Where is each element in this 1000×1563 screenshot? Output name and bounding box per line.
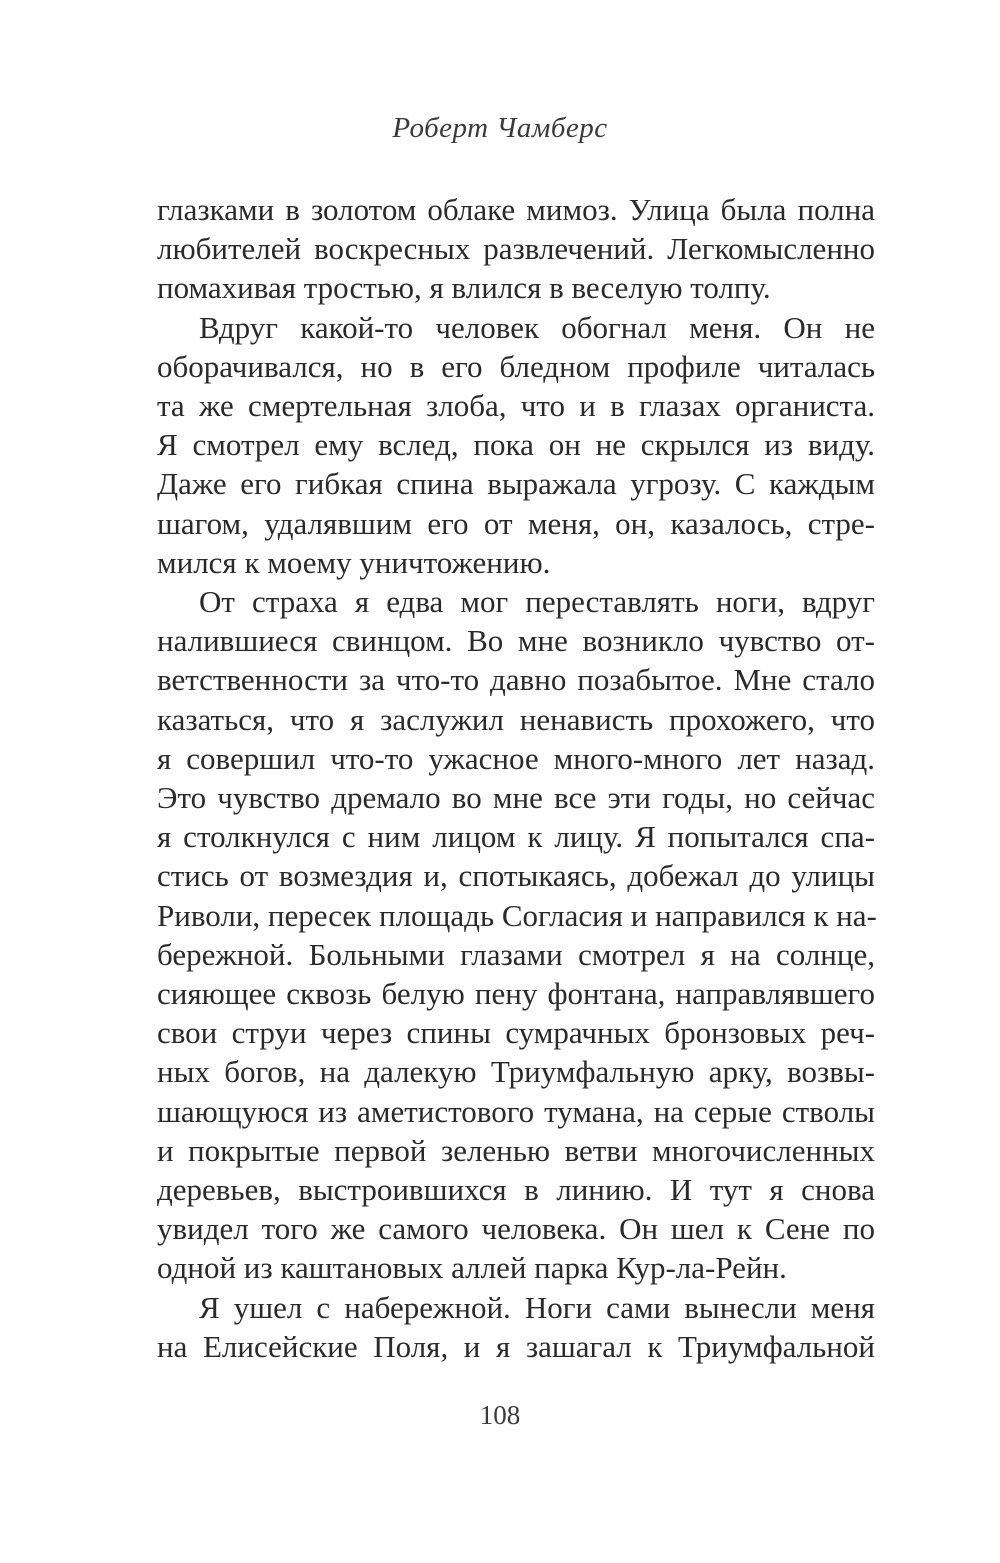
text-line: глазками в золотом облаке мимоз. Улица была полна	[157, 192, 875, 227]
text-line: одной из каштановых аллей парка Кур-ла-Рейн.	[157, 1250, 787, 1286]
text-line: налившиеся свинцом. Во мне возникло чувство от-	[157, 623, 875, 659]
text-line: свои струи через спины сумрачных бронзовых реч-	[157, 1015, 875, 1051]
text-line: я совершил что-то ужасное много-много лет назад.	[157, 740, 875, 776]
text-line: ветственности за что-то давно позабытое. Мне стало	[157, 662, 875, 698]
text-line: шагом, удалявшим его от меня, он, казалось, стре-	[157, 505, 875, 541]
page-number: 108	[479, 1400, 521, 1430]
text-line: стись от возмездия и, спотыкаясь, добежал до улицы	[157, 858, 875, 894]
text-line: помахивая тростью, я влился в веселую толпу.	[157, 270, 771, 306]
text-line: увидел того же самого человека. Он шел к Сене по	[157, 1211, 875, 1247]
text-line: ных богов, на далекую Триумфальную арку, возвы-	[157, 1054, 875, 1090]
text-line: мился к моему уничтожению.	[157, 544, 551, 580]
text-line: Даже его гибкая спина выражала угрозу. С каждым	[157, 466, 875, 502]
paragraph	[157, 308, 875, 582]
text-line: Вдруг какой-то человек обогнал меня. Он не	[199, 309, 875, 345]
text-line: и покрытые первой зеленью ветви многочисленных	[157, 1132, 875, 1168]
paragraph	[157, 1288, 875, 1366]
text-line: та же смертельная злоба, что и в глазах органиста.	[157, 388, 875, 424]
text-line: Это чувство дремало во мне все эти годы, но сейчас	[157, 780, 875, 816]
text-line: Я ушел с набережной. Ноги сами вынесли меня	[199, 1289, 875, 1325]
text-line: на Елисейские Поля, и я зашагал к Триумфальной	[157, 1328, 875, 1364]
text-line: шающуюся из аметистового тумана, на серые стволы	[157, 1093, 875, 1129]
text-line: казаться, что я заслужил ненависть прохожего, что	[157, 701, 875, 737]
text-line: оборачивался, но в его бледном профиле читалась	[157, 348, 875, 384]
text-line: я столкнулся с ним лицом к лицу. Я попытался спа-	[157, 819, 875, 855]
text-line: сияющее сквозь белую пену фонтана, направлявшего	[157, 976, 875, 1012]
text-line: любителей воскресных развлечений. Легкомысленно	[157, 231, 875, 267]
paragraph	[157, 190, 875, 308]
running-head: Роберт Чамберс	[392, 112, 608, 144]
paragraph	[157, 582, 875, 1288]
text-line: деревьев, выстроившихся в линию. И тут я снова	[157, 1172, 875, 1208]
body-text	[157, 190, 875, 1366]
text-line: Риволи, пересек площадь Согласия и направился к на-	[157, 897, 877, 933]
text-line: бережной. Больными глазами смотрел я на солнце,	[157, 936, 875, 972]
text-line: От страха я едва мог переставлять ноги, вдруг	[199, 584, 875, 620]
text-line: Я смотрел ему вслед, пока он не скрылся из виду.	[157, 427, 875, 463]
